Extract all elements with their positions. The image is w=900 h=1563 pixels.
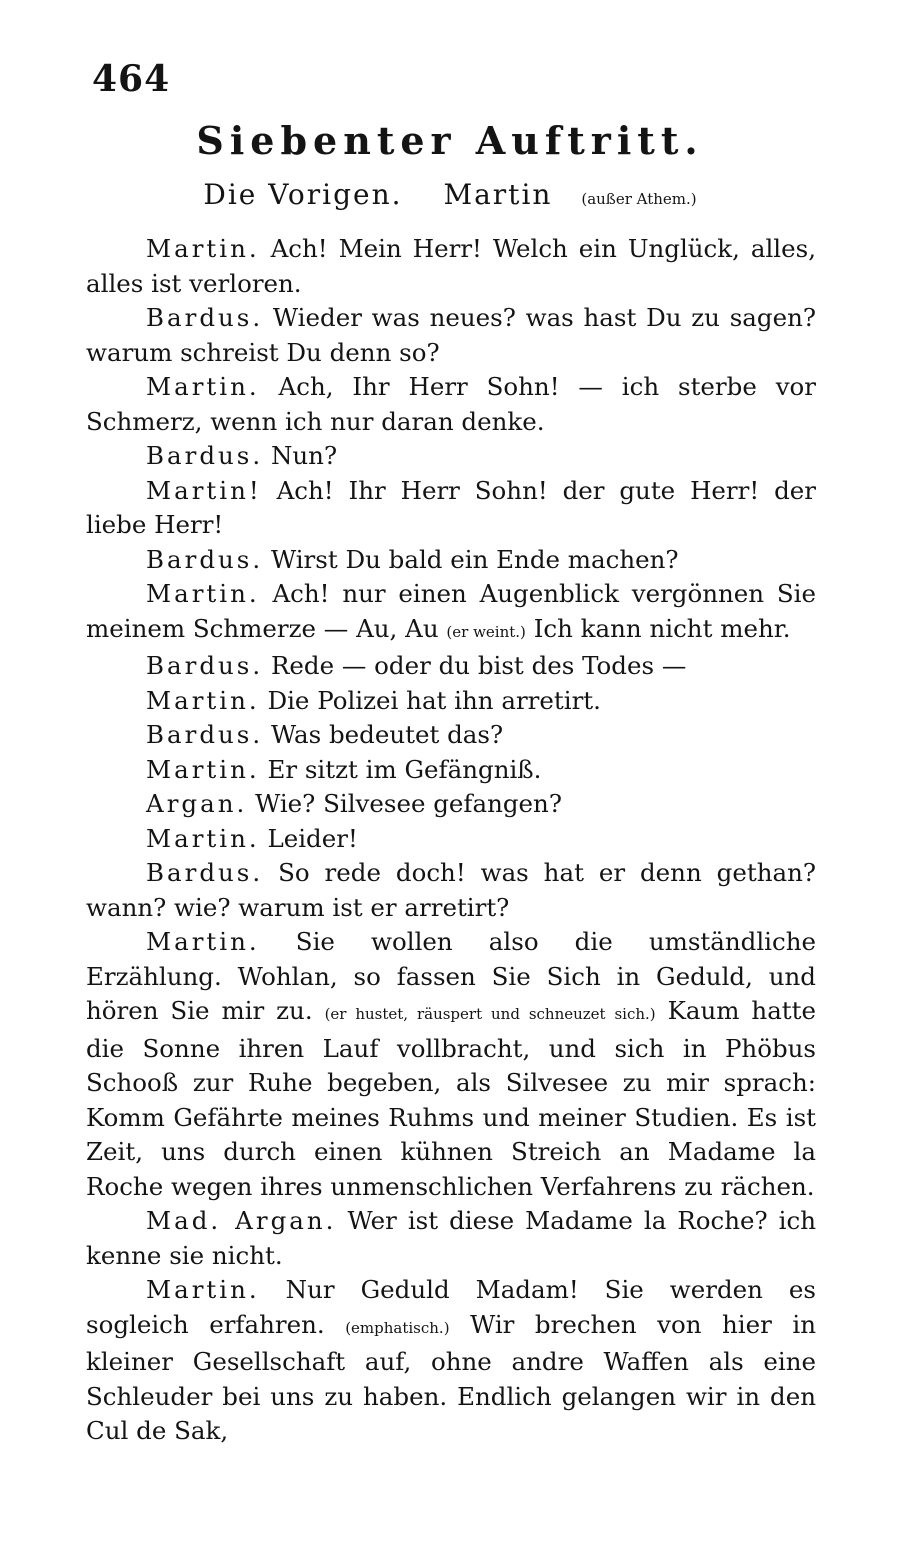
dialogue-paragraph [86,822,816,857]
dialogue-paragraph [86,718,816,753]
dialogue-paragraph [86,370,816,439]
speech-text: So rede doch! was hat er denn gethan? wann? wie? warum ist er arretirt? [86,858,816,922]
speaker-name: Mad. Argan. [146,1206,337,1235]
stage-direction: (er hustet, räuspert und schneuzet sich.) [324,1005,656,1023]
speaker-name: Bardus. [146,544,264,574]
page-number: 464 [92,58,171,100]
dialogue-paragraph [86,753,816,788]
cast-list: Die Vorigen. [203,178,403,211]
dialogue-paragraph [86,684,816,719]
speech-text: Was bedeutet das? [270,720,504,749]
speech-text: Die Polizei hat ihn arretirt. [267,685,601,715]
speech-text: Ach, Ihr Herr Sohn! — ich sterbe vor Schmerz, wenn ich nur daran denke. [86,372,817,436]
speech-text: Ach! Ihr Herr Sohn! der gute Herr! der liebe Herr! [86,475,816,539]
dialogue-paragraph [86,439,816,474]
speaker-name: Bardus. [146,651,264,680]
speech-text: Ach! nur einen Augenblick vergönnen Sie meinem Schmerze — Au, Au [86,579,816,643]
speech-text: Ach! Mein Herr! Welch ein Unglück, alles, alles ist verloren. [86,234,816,298]
stage-direction: (er weint.) [446,622,526,641]
dialogue-paragraph [86,649,816,684]
speech-text: Wir brechen von hier in kleiner Gesellschaft auf, ohne andre Waffen als eine Schleuder bei uns zu haben. Endlich gelangen wir in den Cul de Sak, [86,1309,816,1445]
speaker-name: Martin. [146,754,260,784]
dialogue-paragraph [86,301,816,370]
scene-cast [0,178,900,211]
speech-text: Wie? Silvesee gefangen? [255,789,562,818]
speech-text: Nun? [270,441,338,470]
dialogue-body [86,232,816,1449]
speaker-name: Martin. [146,823,260,853]
dialogue-paragraph [86,856,816,925]
speech-text: Rede — oder du bist des Todes — [270,651,687,680]
speech-text: Wieder was neues? was hast Du zu sagen? warum schreist Du denn so? [86,303,816,367]
speech-text: Nur Geduld Madam! Sie werden es sogleich erfahren. [86,1275,816,1339]
dialogue-paragraph [86,577,816,649]
speaker-name: Martin. [146,234,260,263]
cast-character: Martin [443,178,553,211]
stage-direction: (emphatisch.) [345,1318,450,1337]
speaker-name: Martin! [146,475,262,505]
speaker-name: Bardus. [146,441,264,470]
speech-text: Kaum hatte die Sonne ihren Lauf vollbracht, und sich in Phöbus Schooß zur Ruhe begeben, als Silvesee zu mir sprach: Komm Gefährte meines Ruhms und meiner Studien. Es ist Zeit, uns durch einen kühnen Streich an Madame la Roche wegen ihres unmenschlichen Verfahrens zu rächen. [86,996,816,1201]
dialogue-paragraph [86,1204,816,1273]
speaker-name: Martin. [146,927,260,956]
speaker-name: Martin. [146,1275,260,1304]
speech-text: Wirst Du bald ein Ende machen? [270,544,679,574]
speech-text: Leider! [267,823,358,853]
speaker-name: Martin. [146,685,260,715]
speech-text: Sie wollen also die umständliche Erzählung. Wohlan, so fassen Sie Sich in Geduld, und hören Sie mir zu. [86,927,816,1025]
speaker-name: Martin. [146,579,260,608]
speaker-name: Bardus. [146,858,264,887]
dialogue-paragraph [86,232,816,301]
dialogue-paragraph [86,787,816,822]
speaker-name: Bardus. [146,720,264,749]
scene-heading: Siebenter Auftritt. [196,118,704,163]
speaker-name: Argan. [146,789,248,818]
speaker-name: Martin. [146,372,260,401]
speech-text: Er sitzt im Gefängniß. [267,754,542,784]
speaker-name: Bardus. [146,303,264,332]
speech-text: Ich kann nicht mehr. [533,613,791,643]
dialogue-paragraph [86,925,816,1204]
speech-text: Wer ist diese Madame la Roche? ich kenne sie nicht. [86,1206,816,1270]
dialogue-paragraph [86,1273,816,1449]
dialogue-paragraph [86,474,816,543]
stage-direction: (außer Athem.) [581,190,697,208]
dialogue-paragraph [86,543,816,578]
